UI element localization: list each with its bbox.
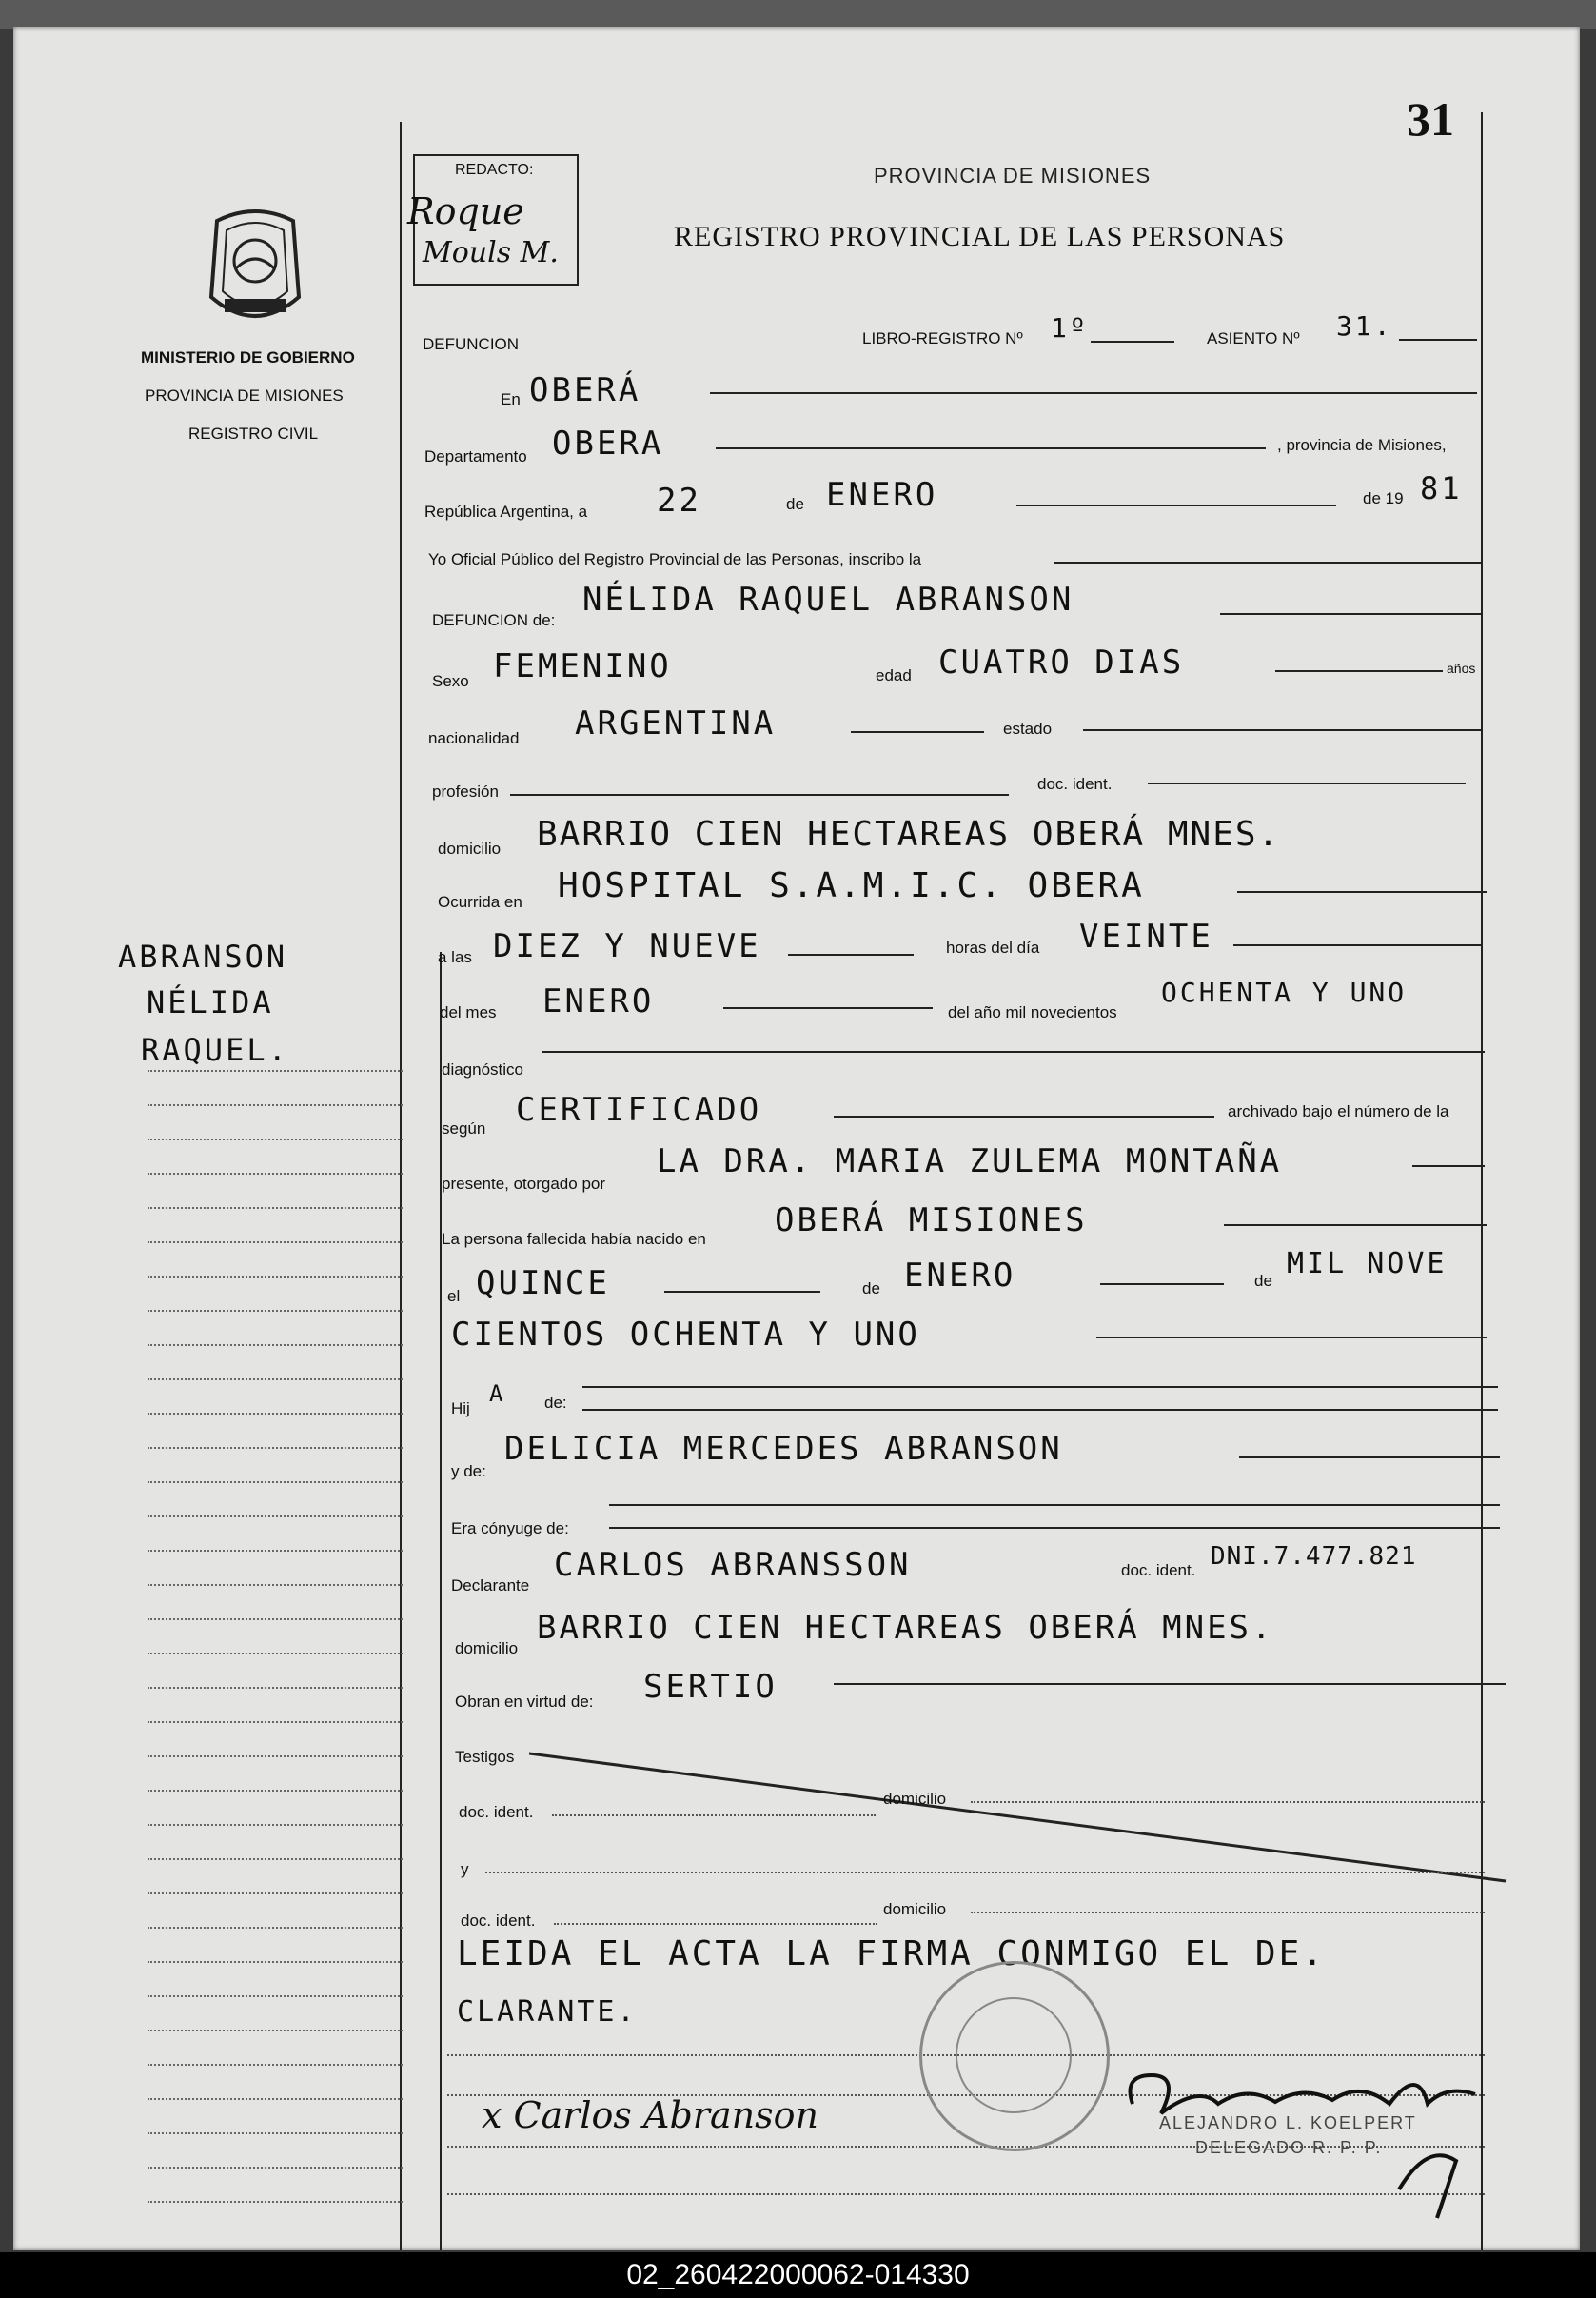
declarante-value: CARLOS ABRANSSON (554, 1546, 912, 1584)
el-value: QUINCE (476, 1264, 610, 1302)
segun-value: CERTIFICADO (516, 1091, 762, 1129)
official-name: ALEJANDRO L. KOELPERT (1159, 2113, 1417, 2132)
libro-value: 1º (1051, 312, 1089, 344)
conyuge-label: Era cónyuge de: (451, 1519, 569, 1537)
segun-label: según (442, 1119, 486, 1138)
right-frame-line (1481, 112, 1483, 2250)
diagnostico-label: diagnóstico (442, 1060, 524, 1079)
margin-name-1: ABRANSON (118, 939, 288, 975)
a-las-value: DIEZ Y NUEVE (493, 927, 761, 965)
t-doc2-label: doc. ident. (461, 1912, 536, 1930)
provincial-emblem-icon (198, 202, 312, 331)
cont-value: CIENTOS OCHENTA Y UNO (451, 1316, 920, 1354)
margin-name-2: NÉLIDA (147, 984, 274, 1020)
declarante-doc-value: DNI.7.477.821 (1211, 1542, 1417, 1571)
left-frame-line (400, 122, 402, 2250)
de3-label: de (1254, 1272, 1272, 1290)
official-signature-icon (1113, 2047, 1494, 2228)
defuncion-de-label: DEFUNCION de: (432, 611, 556, 629)
sexo-label: Sexo (432, 672, 469, 690)
de3-value: MIL NOVE (1287, 1247, 1448, 1280)
del-mes-value: ENERO (542, 982, 655, 1020)
t-doc1-label: doc. ident. (459, 1803, 534, 1821)
en-label: En (501, 390, 521, 408)
obran-label: Obran en virtud de: (455, 1693, 594, 1711)
dom2-label: domicilio (455, 1639, 519, 1657)
official-title: DELEGADO R. P. P. (1195, 2138, 1383, 2157)
de2-value: ENERO (904, 1257, 1016, 1295)
header-title: REGISTRO PROVINCIAL DE LAS PERSONAS (674, 221, 1286, 252)
y-de-label: y de: (451, 1462, 486, 1480)
ministry-label: MINISTERIO DE GOBIERNO (141, 348, 355, 366)
estado-label: estado (1003, 720, 1053, 738)
redacto-name-1: Roque (407, 190, 524, 232)
dom2-value: BARRIO CIEN HECTAREAS OBERÁ MNES. (537, 1609, 1274, 1647)
sexo-value: FEMENINO (493, 647, 672, 685)
y-de-value: DELICIA MERCEDES ABRANSON (504, 1430, 1063, 1468)
de-hij-label: de: (544, 1394, 567, 1412)
redacto-name-2: Mouls M. (423, 236, 559, 269)
edad-label: edad (876, 666, 912, 684)
doc-ident-label: doc. ident. (1037, 775, 1113, 793)
ocurrida-value: HOSPITAL S.A.M.I.C. OBERA (558, 866, 1145, 905)
notes-line-1: LEIDA EL ACTA LA FIRMA CONMIGO EL DE. (457, 1934, 1326, 1973)
page-number: 31 (1407, 92, 1454, 146)
de2-label: de (862, 1279, 880, 1298)
edad-value: CUATRO DIAS (938, 644, 1185, 682)
domicilio-value: BARRIO CIEN HECTAREAS OBERÁ MNES. (537, 815, 1281, 854)
en-value: OBERÁ (529, 371, 641, 409)
presente-value: LA DRA. MARIA ZULEMA MONTAÑA (657, 1142, 1283, 1180)
notes-line-2: CLARANTE. (457, 1995, 638, 2029)
inner-frame-line (440, 952, 442, 2250)
hij-value: A (489, 1380, 506, 1407)
declarante-signature: x Carlos Abranson (482, 2094, 818, 2136)
ocurrida-label: Ocurrida en (438, 893, 522, 911)
registry-label: REGISTRO CIVIL (188, 425, 319, 443)
day-value: 22 (657, 482, 701, 520)
horas-value: VEINTE (1079, 918, 1213, 956)
header-province: PROVINCIA DE MISIONES (874, 164, 1152, 188)
year-label: de 19 (1363, 489, 1404, 507)
redacto-box (407, 154, 579, 286)
testigos-label: Testigos (455, 1748, 515, 1766)
de-label: de (786, 495, 804, 513)
footer-id: 02_260422000062-014330 (0, 2252, 1596, 2298)
anos-label: años (1447, 661, 1476, 676)
obran-value: SERTIO (643, 1668, 778, 1706)
del-ano-value: OCHENTA Y UNO (1161, 977, 1408, 1008)
declarante-label: Declarante (451, 1576, 530, 1595)
month-value: ENERO (826, 476, 938, 514)
nacido-label: La persona fallecida había nacido en (442, 1230, 706, 1248)
del-ano-label: del año mil novecientos (948, 1003, 1117, 1021)
nacionalidad-value: ARGENTINA (575, 704, 777, 743)
el-label: el (447, 1287, 461, 1305)
profesion-label: profesión (432, 783, 499, 801)
republica-label: República Argentina, a (424, 503, 588, 521)
archivado-label: archivado bajo el número de la (1228, 1102, 1449, 1120)
libro-label: LIBRO-REGISTRO Nº (862, 329, 1023, 347)
declarante-doc-label: doc. ident. (1121, 1561, 1196, 1579)
asiento-label: ASIENTO Nº (1207, 329, 1300, 347)
del-mes-label: del mes (440, 1003, 497, 1021)
departamento-label: Departamento (424, 447, 527, 466)
t-y-label: y (461, 1860, 469, 1878)
nacido-value: OBERÁ MISIONES (775, 1201, 1088, 1239)
province-label: PROVINCIA DE MISIONES (145, 386, 344, 405)
presente-label: presente, otorgado por (442, 1175, 606, 1193)
provincia-suffix: , provincia de Misiones, (1277, 436, 1447, 454)
scan-background (0, 0, 1596, 29)
a-las-label: a las (438, 948, 472, 966)
oficial-text: Yo Oficial Público del Registro Provincial de las Personas, inscribo la (428, 550, 922, 568)
departamento-value: OBERA (552, 425, 664, 463)
record-type-label: DEFUNCION (423, 335, 520, 353)
defuncion-de-value: NÉLIDA RAQUEL ABRANSON (582, 581, 1074, 619)
official-seal-inner (956, 1997, 1072, 2113)
domicilio-label: domicilio (438, 840, 502, 858)
margin-name-3: RAQUEL. (141, 1032, 289, 1068)
year-value: 81 (1420, 470, 1463, 506)
nacionalidad-label: nacionalidad (428, 729, 520, 747)
t-dom2-label: domicilio (883, 1900, 947, 1918)
redacto-label: REDACTO: (455, 162, 534, 178)
t-dom1-label: domicilio (883, 1790, 947, 1808)
hij-label: Hij (451, 1399, 470, 1417)
asiento-value: 31. (1336, 310, 1393, 342)
cancel-strike-line (529, 1748, 1509, 1891)
horas-label: horas del día (946, 939, 1040, 957)
